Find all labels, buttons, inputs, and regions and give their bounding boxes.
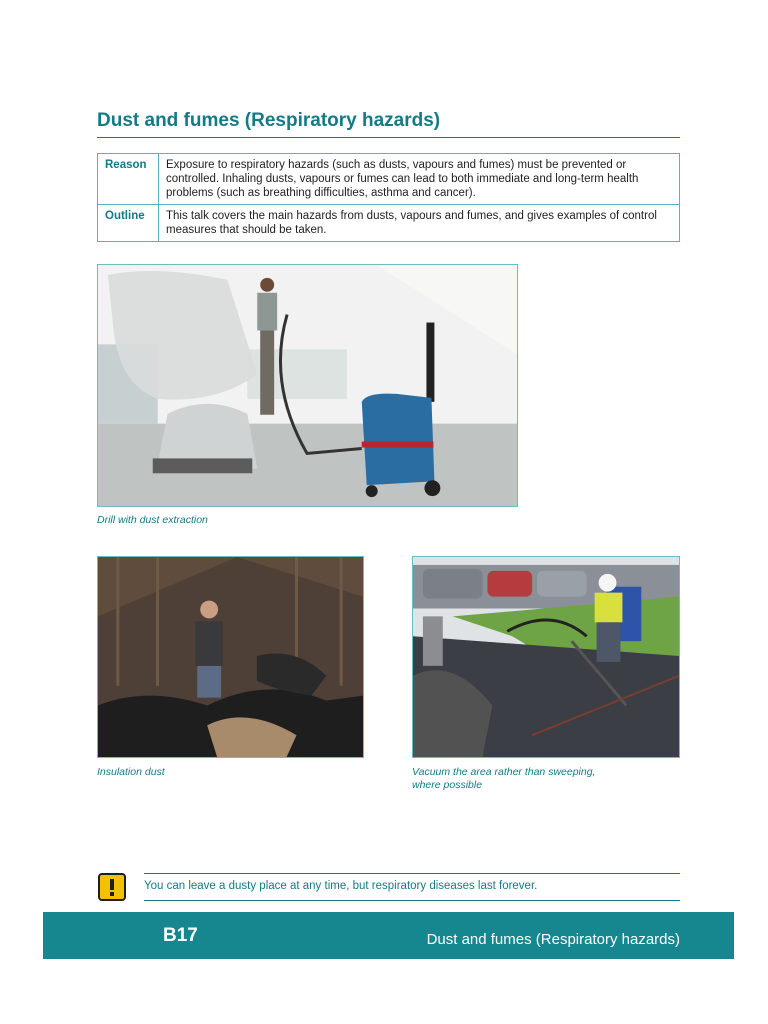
title-divider: [97, 137, 680, 138]
vacuum-area-photo: [412, 556, 680, 758]
warning-bottom-rule: [144, 900, 680, 901]
reason-text: Exposure to respiratory hazards (such as dusts, vapours and fumes) must be prevented or controlled. Inhaling dusts, vapours or fumes can lead to both immediate and long-term health problems (such as breathing difficulties, asthma and cancer).: [159, 154, 680, 205]
outline-label: Outline: [98, 205, 159, 242]
footer-bar: [43, 912, 734, 959]
insulation-dust-photo: [97, 556, 364, 758]
outline-text: This talk covers the main hazards from dusts, vapours and fumes, and gives examples of control measures that should be taken.: [159, 205, 680, 242]
table-row: [98, 205, 680, 242]
info-table: [97, 153, 680, 242]
vacuum-caption-line2: where possible: [412, 779, 483, 791]
warning-top-rule: [144, 873, 680, 874]
insulation-caption: Insulation dust: [97, 766, 165, 778]
page-title: Dust and fumes (Respiratory hazards): [97, 110, 441, 131]
footer-section-code: B17: [163, 925, 198, 946]
insulation-photo-illustration: [98, 557, 363, 757]
table-row: [98, 154, 680, 205]
exclamation-warning-icon: [98, 873, 126, 901]
drill-photo-illustration: [98, 265, 517, 506]
reason-label: Reason: [98, 154, 159, 205]
vacuum-caption-line1: Vacuum the area rather than sweeping,: [412, 766, 596, 778]
drill-dust-extraction-photo: [97, 264, 518, 507]
drill-caption: Drill with dust extraction: [97, 514, 208, 526]
vacuum-photo-illustration: [413, 557, 679, 757]
footer-title: Dust and fumes (Respiratory hazards): [426, 931, 680, 948]
warning-text: You can leave a dusty place at any time, but respiratory diseases last forever.: [144, 880, 538, 892]
